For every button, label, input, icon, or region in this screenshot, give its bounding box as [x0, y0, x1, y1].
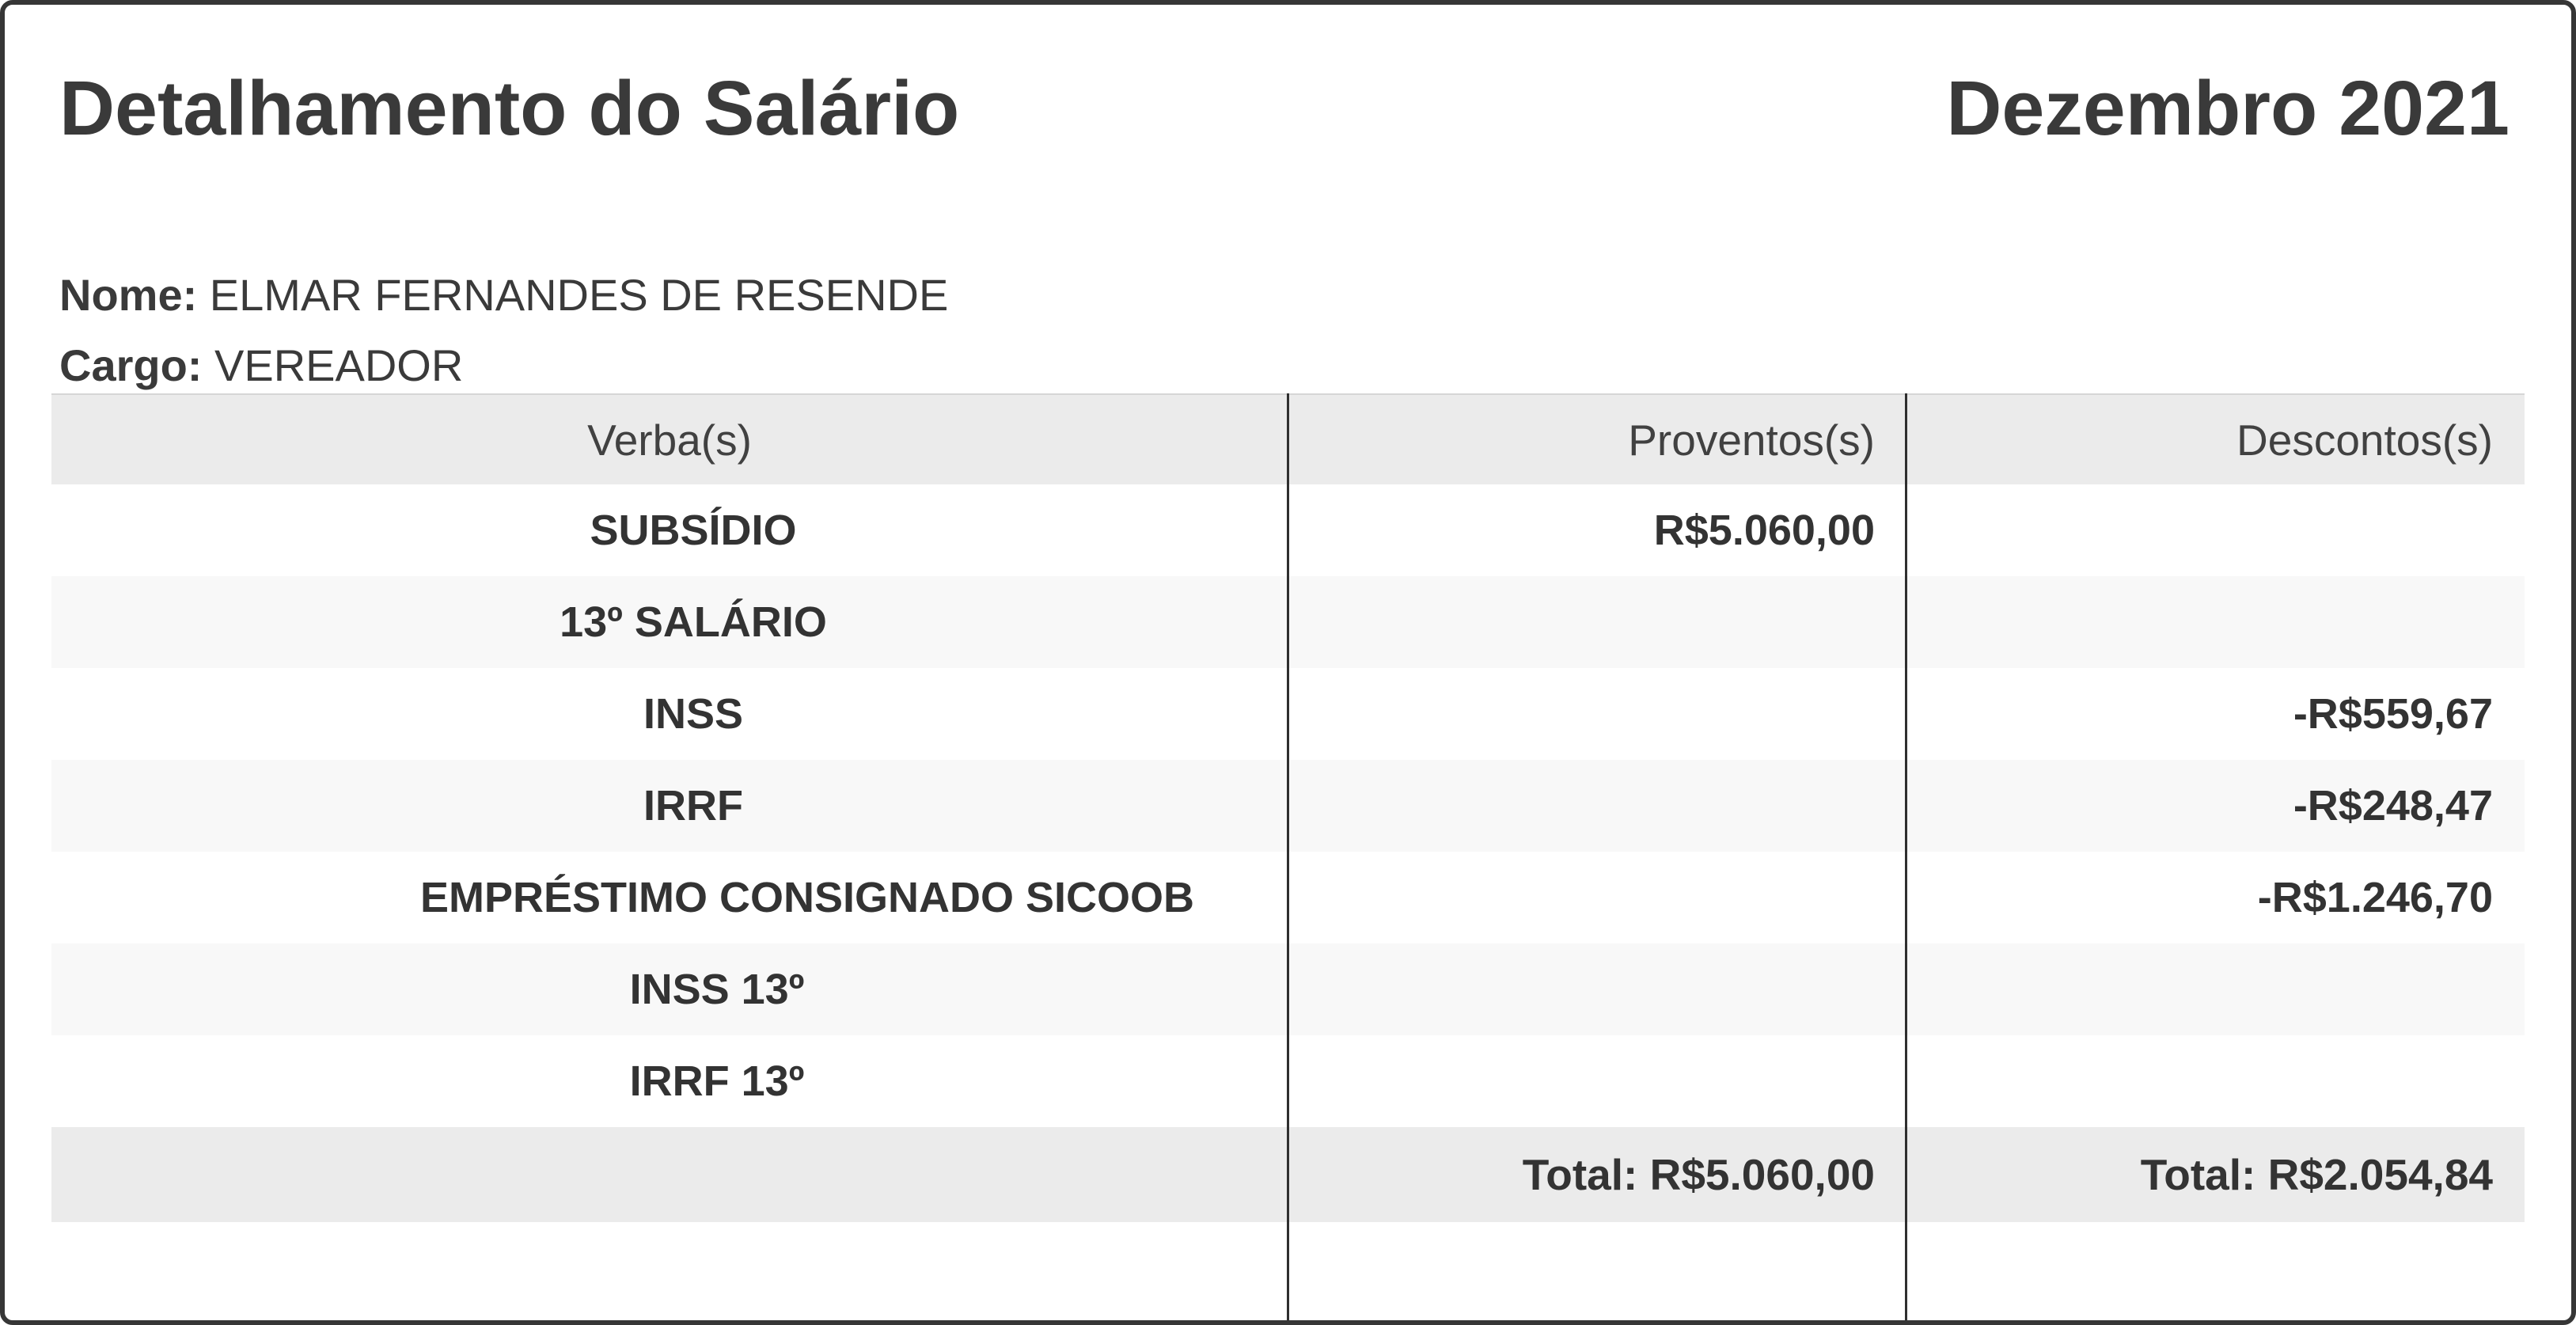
- descontos-cell: [1906, 576, 2525, 668]
- total-row-spacer: [51, 1127, 1288, 1222]
- proventos-cell: [1288, 760, 1906, 852]
- total-proventos: Total: R$5.060,00: [1522, 1150, 1875, 1199]
- header-verba: Verba(s): [587, 415, 752, 465]
- proventos-cell: [1288, 668, 1906, 760]
- employee-name: ELMAR FERNANDES DE RESENDE: [209, 270, 949, 320]
- verba-cell: INSS 13º: [629, 966, 805, 1013]
- employee-role: VEREADOR: [214, 340, 464, 390]
- proventos-cell: R$5.060,00: [1653, 507, 1875, 554]
- employee-role-line: [59, 330, 948, 401]
- header-descontos: Descontos(s): [2236, 415, 2493, 465]
- total-descontos: Total: R$2.054,84: [2140, 1150, 2493, 1199]
- proventos-cell: [1288, 1035, 1906, 1127]
- name-label: Nome:: [59, 270, 198, 320]
- verba-cell: SUBSÍDIO: [590, 507, 797, 554]
- employee-name-line: [59, 260, 948, 330]
- descontos-cell: -R$559,67: [2293, 690, 2493, 738]
- header-proventos: Proventos(s): [1628, 415, 1875, 465]
- role-label: Cargo:: [59, 340, 203, 390]
- period-label: Dezembro 2021: [1946, 65, 2510, 151]
- verba-cell: 13º SALÁRIO: [560, 598, 827, 646]
- proventos-cell: [1288, 943, 1906, 1035]
- column-separator-2: [1905, 393, 1907, 1320]
- verba-cell: IRRF 13º: [629, 1057, 805, 1105]
- descontos-cell: -R$1.246,70: [2257, 874, 2493, 921]
- verba-cell: INSS: [643, 690, 744, 738]
- proventos-cell: [1288, 576, 1906, 668]
- page-title: Detalhamento do Salário: [59, 65, 960, 151]
- descontos-cell: [1906, 1035, 2525, 1127]
- verba-cell: EMPRÉSTIMO CONSIGNADO SICOOB: [419, 874, 1195, 921]
- verba-cell: IRRF: [643, 782, 743, 830]
- proventos-cell: [1288, 852, 1906, 943]
- employee-info: [59, 260, 948, 401]
- column-separator-1: [1287, 393, 1289, 1320]
- descontos-cell: -R$248,47: [2293, 782, 2493, 830]
- descontos-cell: [1906, 484, 2525, 576]
- page-header: [59, 64, 2510, 153]
- descontos-cell: [1906, 943, 2525, 1035]
